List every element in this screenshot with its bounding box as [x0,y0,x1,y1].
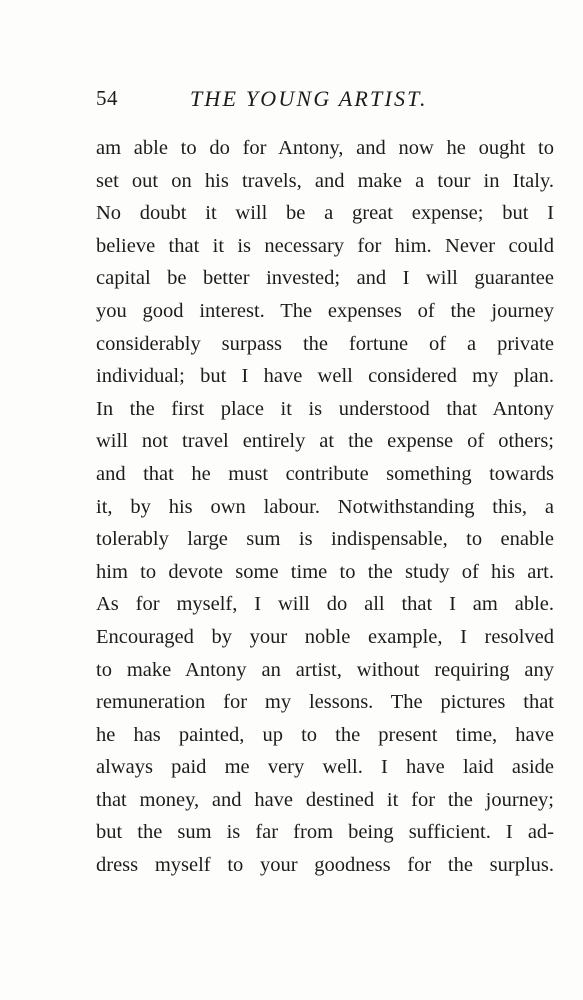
text-line: As for myself, I will do all that I am able. [96,593,554,616]
text-line: it, by his own labour. Notwithstanding this, a [96,495,554,518]
body-text [96,132,554,882]
text-line: and that he must contribute something towards [96,462,554,485]
text-line: him to devote some time to the study of his art. [96,560,554,583]
text-line: dress myself to your goodness for the surplus. [96,854,554,877]
text-line: he has painted, up to the present time, have [96,723,554,746]
running-head: THE YOUNG ARTIST. [190,86,428,111]
page-header [96,86,554,118]
text-line: In the first place it is understood that Antony [96,397,554,420]
text-line: always paid me very well. I have laid aside [96,756,554,779]
text-line: No doubt it will be a great expense; but I [96,202,554,225]
text-line: set out on his travels, and make a tour in Italy. [96,169,554,192]
text-line: individual; but I have well considered my plan. [96,365,554,388]
page-number: 54 [96,86,118,110]
text-line: am able to do for Antony, and now he ought to [96,137,554,159]
text-line: that money, and have destined it for the journey; [96,788,554,811]
text-line: but the sum is far from being sufficient. I ad- [96,821,554,844]
text-line: you good interest. The expenses of the journey [96,299,554,322]
text-line: to make Antony an artist, without requiring any [96,658,554,681]
text-line: considerably surpass the fortune of a private [96,332,554,355]
text-line: remuneration for my lessons. The pictures that [96,691,554,714]
text-line: Encouraged by your noble example, I resolved [96,625,554,648]
text-line: tolerably large sum is indispensable, to enable [96,528,554,551]
text-line: capital be better invested; and I will guarantee [96,267,554,290]
text-line: will not travel entirely at the expense of others; [96,430,554,453]
text-line: believe that it is necessary for him. Never could [96,234,554,257]
